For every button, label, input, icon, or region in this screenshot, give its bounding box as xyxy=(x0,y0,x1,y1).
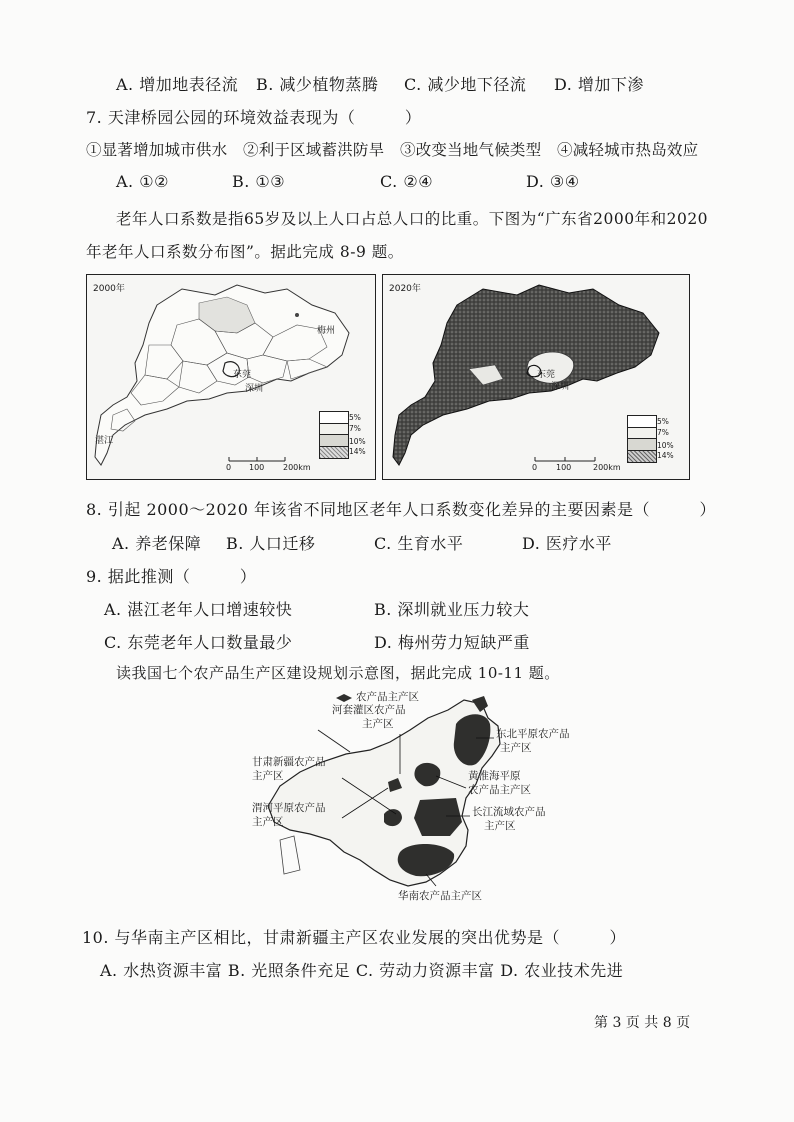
map-2020-legend-10: 10% xyxy=(657,441,674,450)
q7-option-c: C. ②④ xyxy=(380,172,434,191)
map-2000-legend-10: 10% xyxy=(349,437,366,446)
china-agri-map xyxy=(250,690,600,906)
q8-option-a: A. 养老保障 xyxy=(112,534,202,553)
map-2000-legend-7: 7% xyxy=(349,424,361,433)
map-2020 xyxy=(382,274,690,480)
map-2020-year: 2020年 xyxy=(389,284,421,294)
q8-option-b: B. 人口迁移 xyxy=(226,534,316,553)
map-2000-scale-0: 0 xyxy=(226,463,232,472)
q9-stem: 9. 据此推测（ ） xyxy=(86,567,257,586)
q8-stem: 8. 引起 2000～2020 年该省不同地区老年人口系数变化差异的主要因素是（ ） xyxy=(86,500,716,519)
q6-option-a: A. 增加地表径流 xyxy=(116,75,239,94)
q7-stem: 7. 天津桥园公园的环境效益表现为（ ） xyxy=(86,108,422,127)
q8-option-d: D. 医疗水平 xyxy=(522,534,612,553)
intro-8-9-line1: 老年人口系数是指65岁及以上人口占总人口的比重。下图为“广东省2000年和2020 xyxy=(116,210,709,228)
china-map-huanghuai-1: 黄淮海平原 xyxy=(468,770,521,782)
q6-option-d: D. 增加下渗 xyxy=(554,75,644,94)
page-number: 第 3 页 共 8 页 xyxy=(594,1015,691,1031)
map-2020-legend xyxy=(627,415,657,463)
q9-option-d: D. 梅州劳力短缺严重 xyxy=(374,633,530,652)
q9-option-a: A. 湛江老年人口增速较快 xyxy=(104,600,293,619)
map-2020-shenzhen: 深圳 xyxy=(551,382,570,392)
map-2000-legend-14: 14% xyxy=(349,447,366,456)
map-2000-meizhou: 梅州 xyxy=(317,326,336,336)
map-2020-scale-100: 100 xyxy=(556,463,572,472)
q10-stem: 10. 与华南主产区相比，甘肃新疆主产区农业发展的突出优势是（ ） xyxy=(82,928,627,947)
map-2000 xyxy=(86,274,376,480)
map-2020-scale-200: 200km xyxy=(593,463,621,472)
china-map-northeast-2: 主产区 xyxy=(500,742,532,754)
map-2020-scale-0: 0 xyxy=(532,463,538,472)
map-2000-legend-5: 5% xyxy=(349,413,361,422)
china-map-gansu-2: 主产区 xyxy=(252,770,284,782)
map-2020-dongguan: 东莞 xyxy=(537,370,556,380)
china-map-hetao-1: 河套灌区农产品 xyxy=(332,704,406,716)
china-map-changjiang-2: 主产区 xyxy=(484,820,516,832)
china-outline xyxy=(250,690,600,906)
china-map-fenwei-2: 主产区 xyxy=(252,816,284,828)
q7-option-d: D. ③④ xyxy=(526,172,580,191)
q8-option-c: C. 生育水平 xyxy=(374,534,464,553)
q7-option-a: A. ①② xyxy=(116,172,169,191)
map-2000-year: 2000年 xyxy=(93,284,125,294)
q10-options: A. 水热资源丰富 B. 光照条件充足 C. 劳动力资源丰富 D. 农业技术先进 xyxy=(100,961,624,980)
china-map-fenwei-1: 渭河平原农产品 xyxy=(252,802,326,814)
map-2000-scale-200: 200km xyxy=(283,463,311,472)
map-2000-dongguan: 东莞 xyxy=(233,370,252,380)
q6-option-c: C. 减少地下径流 xyxy=(404,75,527,94)
map-2000-zhanjiang: 湛江 xyxy=(95,436,114,446)
map-2020-legend-14: 14% xyxy=(657,451,674,460)
intro-8-9-line2: 年老年人口系数分布图”。据此完成 8-9 题。 xyxy=(86,243,404,261)
map-2000-scale-100: 100 xyxy=(249,463,265,472)
q9-option-b: B. 深圳就业压力较大 xyxy=(374,600,530,619)
map-2020-legend-7: 7% xyxy=(657,428,669,437)
q9-option-c: C. 东莞老年人口数量最少 xyxy=(104,633,293,652)
china-map-huanghuai-2: 农产品主产区 xyxy=(468,784,531,796)
china-map-hetao-2: 主产区 xyxy=(362,718,394,730)
china-map-south: 华南农产品主产区 xyxy=(398,890,482,902)
china-map-legend: 农产品主产区 xyxy=(356,691,419,703)
china-map-northeast-1: 东北平原农产品 xyxy=(496,728,570,740)
map-2020-legend-5: 5% xyxy=(657,417,669,426)
map-2000-legend xyxy=(319,411,349,459)
q7-items: ①显著增加城市供水 ②利于区域蓄洪防旱 ③改变当地气候类型 ④减轻城市热岛效应 xyxy=(86,141,699,159)
map-2000-shenzhen: 深圳 xyxy=(245,384,264,394)
intro-10-11: 读我国七个农产品生产区建设规划示意图，据此完成 10-11 题。 xyxy=(116,664,560,682)
china-map-gansu-1: 甘肃新疆农产品 xyxy=(252,756,326,768)
china-map-changjiang-1: 长江流域农产品 xyxy=(472,806,546,818)
q7-option-b: B. ①③ xyxy=(232,172,286,191)
q6-option-b: B. 减少植物蒸腾 xyxy=(256,75,379,94)
